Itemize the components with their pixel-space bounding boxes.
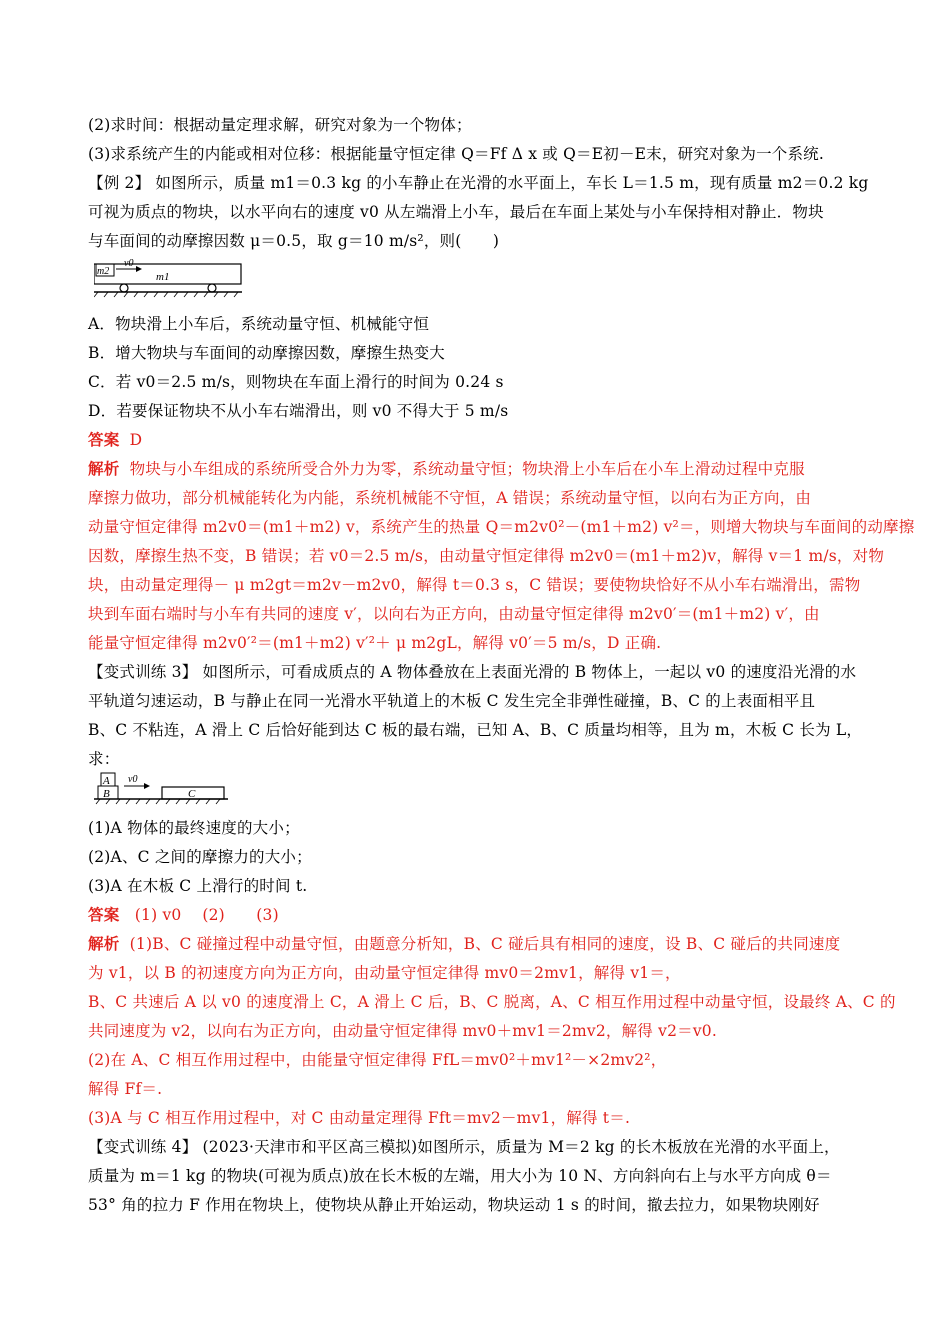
analysis-label: 解析 [88,934,120,953]
abc-blocks-figure [94,770,229,810]
text-line: (2)求时间：根据动量定理求解，研究对象为一个物体； [88,116,472,134]
answer-value: D [129,431,143,449]
answer-row [88,904,279,926]
velocity-label: v0 [124,258,134,269]
cart-block-figure [94,256,244,302]
analysis-line: 因数，摩擦生热不变，B 错误；若 v0＝2.5 m/s，由动量守恒定律得 m2v0＝(m1＋m2)v，解得 v＝1 m/s，对物 [88,547,885,565]
analysis-label: 解析 [88,459,120,478]
text-line: 质量为 m＝1 kg 的物块(可视为质点)放在长木板的左端，用大小为 10 N、方向斜向右上与水平方向成 θ＝ [88,1167,832,1185]
ground-hatch [94,292,238,297]
velocity-label: v0 [128,774,138,785]
analysis-line: 摩擦力做功，部分机械能转化为内能，系统机械能不守恒，A 错误；系统动量守恒，以向右为正方向，由 [88,489,812,507]
text-line: 与车面间的动摩擦因数 μ＝0.5，取 g＝10 m/s²，则( ) [88,232,500,250]
question-1: (1)A 物体的最终速度的大小； [88,819,300,837]
text-line: 53° 角的拉力 F 作用在物块上，使物块从静止开始运动，物块运动 1 s 的时间，撤去拉力，如果物块刚好 [88,1196,820,1214]
analysis-row [88,933,840,955]
example-2-heading: 【例 2】 如图所示，质量 m1＝0.3 kg 的小车静止在光滑的水平面上，车长 L＝1.5 m，现有质量 m2＝0.2 kg [88,174,869,192]
block-b-label: B [103,788,110,800]
option-a: A．物块滑上小车后，系统动量守恒、机械能守恒 [88,315,430,333]
arrow-head [144,783,150,789]
analysis-line: 解得 Ff＝. [88,1080,163,1098]
wheel-right [208,284,216,292]
text-line: 平轨道匀速运动，B 与静止在同一光滑水平轨道上的木板 C 发生完全非弹性碰撞，B、C 的上表面相平且 [88,692,816,710]
analysis-line: (2)在 A、C 相互作用过程中，由能量守恒定律得 FfL＝mv0²＋mv1²－×2mv2²， [88,1051,667,1069]
answer-label: 答案 [88,905,120,924]
arrow-head [136,266,142,272]
analysis-text: (1)B、C 碰撞过程中动量守恒，由题意分析知，B、C 碰后具有相同的速度，设 B、C 碰后的共同速度 [129,935,841,953]
text-line: B、C 不粘连，A 滑上 C 后恰好能到达 C 板的最右端，已知 A、B、C 质量均相等，且为 m，木板 C 长为 L， [88,721,863,739]
analysis-line: 能量守恒定律得 m2v0′²＝(m1＋m2) v′²＋ μ m2gL，解得 v0′＝5 m/s，D 正确. [88,634,662,652]
analysis-row [88,458,805,480]
analysis-text: 物块与小车组成的系统所受合外力为零，系统动量守恒；物块滑上小车后在小车上滑动过程中克服 [129,460,805,478]
text-line: 可视为质点的物块，以水平向右的速度 v0 从左端滑上小车，最后在车面上某处与小车保持相对静止．物块 [88,203,824,221]
block-label: m2 [97,266,110,277]
analysis-line: 块，由动量定理得－ μ m2gt＝m2v－m2v0，解得 t＝0.3 s，C 错误；要使物块恰好不从小车右端滑出，需物 [88,576,861,594]
option-c: C．若 v0＝2.5 m/s，则物块在车面上滑行的时间为 0.24 s [88,373,504,391]
answer-row [88,429,142,451]
text-line: (3)求系统产生的内能或相对位移：根据能量守恒定律 Q＝Ff Δ x 或 Q＝E初－E末，研究对象为一个系统. [88,145,824,163]
analysis-line: B、C 共速后 A 以 v0 的速度滑上 C，A 滑上 C 后，B、C 脱离，A、C 相互作用过程中动量守恒，设最终 A、C 的 [88,993,896,1011]
analysis-line: 块到车面右端时与小车有共同的速度 v′，以向右为正方向，由动量守恒定律得 m2v0′＝(m1＋m2) v′，由 [88,605,820,623]
analysis-line: 共同速度为 v2，以向右为正方向，由动量守恒定律得 mv0＋mv1＝2mv2，解得 v2＝v0. [88,1022,717,1040]
board-c-label: C [188,788,196,800]
text-line: 求： [88,750,120,768]
exercise-3-heading: 【变式训练 3】 如图所示，可看成质点的 A 物体叠放在上表面光滑的 B 物体上，一起以 v0 的速度沿光滑的水 [88,663,857,681]
answer-label: 答案 [88,430,120,449]
option-b: B．增大物块与车面间的动摩擦因数，摩擦生热变大 [88,344,445,362]
wheel-left [120,284,128,292]
analysis-line: 动量守恒定律得 m2v0＝(m1＋m2) v，系统产生的热量 Q＝m2v0²－(m1＋m2) v²＝，则增大物块与车面间的动摩擦 [88,518,915,536]
option-d: D．若要保证物块不从小车右端滑出，则 v0 不得大于 5 m/s [88,402,509,420]
block-a-label: A [103,775,110,787]
exercise-4-heading: 【变式训练 4】 (2023·天津市和平区高三模拟)如图所示，质量为 M＝2 kg 的长木板放在光滑的水平面上， [88,1138,840,1156]
question-2: (2)A、C 之间的摩擦力的大小； [88,848,312,866]
question-3: (3)A 在木板 C 上滑行的时间 t. [88,877,308,895]
cart-label: m1 [156,271,170,283]
analysis-line: (3)A 与 C 相互作用过程中，对 C 由动量定理得 Fft＝mv2－mv1，解得 t＝. [88,1109,631,1127]
ground-hatch [96,799,220,804]
analysis-line: 为 v1，以 B 的初速度方向为正方向，由动量守恒定律得 mv0＝2mv1，解得 v1＝， [88,964,681,982]
answer-value: (1) v0 (2) (3) [134,906,279,924]
